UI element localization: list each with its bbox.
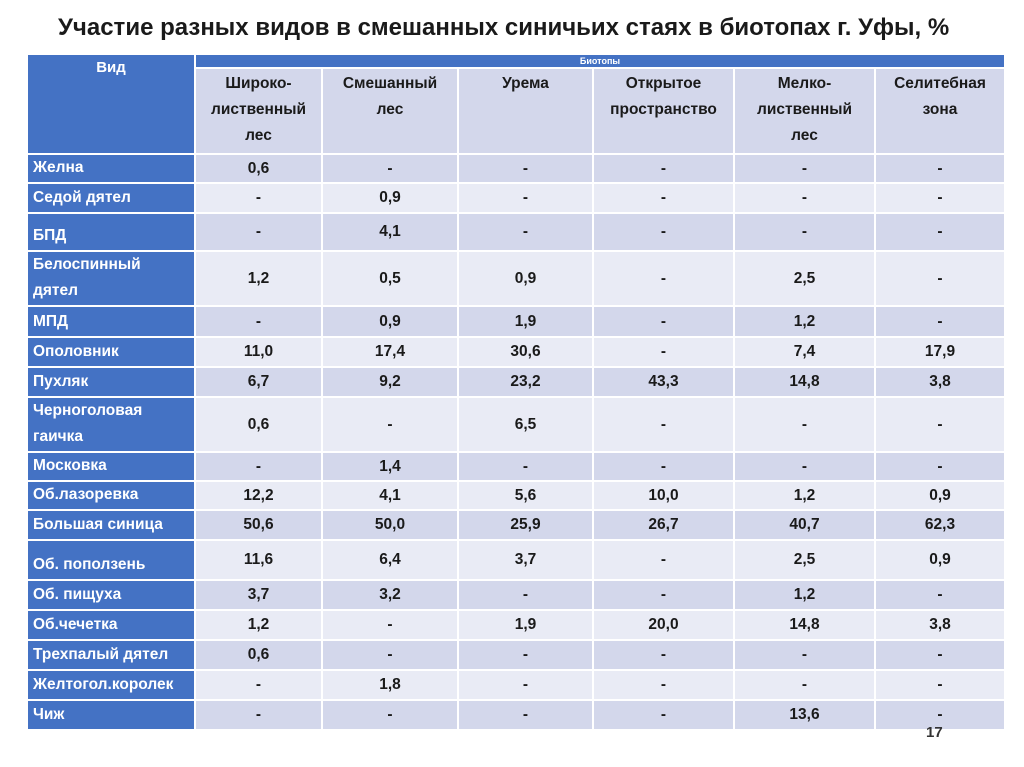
- value-cell: -: [594, 453, 735, 482]
- value-cell: 3,8: [876, 611, 1006, 641]
- table-row: [28, 214, 1006, 252]
- biotope-header-line: лес: [791, 127, 818, 144]
- value-cell: 1,2: [196, 252, 323, 307]
- value-cell: -: [323, 398, 459, 453]
- biotope-header-line: лес: [245, 127, 272, 144]
- species-name-cell: [28, 307, 196, 338]
- value-cell: -: [594, 398, 735, 453]
- value-cell: 25,9: [459, 511, 594, 541]
- value-cell: 2,5: [735, 541, 876, 581]
- species-name-line: Чиж: [33, 706, 65, 723]
- table-row: [28, 671, 1006, 701]
- species-name-cell: [28, 511, 196, 541]
- species-name-cell: [28, 368, 196, 398]
- value-cell: -: [876, 701, 1006, 731]
- value-cell: 3,7: [459, 541, 594, 581]
- table-row: [28, 611, 1006, 641]
- value-cell: 0,9: [876, 541, 1006, 581]
- value-cell: -: [594, 252, 735, 307]
- biotope-header-line: Широко-: [225, 75, 292, 92]
- value-cell: 10,0: [594, 482, 735, 511]
- value-cell: -: [459, 155, 594, 184]
- value-cell: 0,6: [196, 155, 323, 184]
- biotope-header-line: зона: [922, 101, 958, 118]
- value-cell: 30,6: [459, 338, 594, 368]
- species-name-line: Об. пищуха: [33, 586, 122, 603]
- table-row: [28, 338, 1006, 368]
- value-cell: -: [876, 214, 1006, 252]
- species-name-line: Об.лазоревка: [33, 486, 139, 503]
- species-name-cell: [28, 453, 196, 482]
- value-cell: -: [459, 671, 594, 701]
- value-cell: -: [196, 307, 323, 338]
- value-cell: 20,0: [594, 611, 735, 641]
- species-name-cell: [28, 398, 196, 453]
- value-cell: 9,2: [323, 368, 459, 398]
- table-row: [28, 701, 1006, 731]
- biotope-header-line: Открытое: [625, 75, 702, 92]
- table-row: [28, 581, 1006, 611]
- species-name-line: гаичка: [33, 428, 83, 445]
- value-cell: -: [876, 307, 1006, 338]
- table-row: [28, 307, 1006, 338]
- species-name-cell: [28, 641, 196, 671]
- table-row: [28, 511, 1006, 541]
- species-name-line: Седой дятел: [33, 189, 131, 206]
- value-cell: 50,0: [323, 511, 459, 541]
- biotope-table: [28, 55, 1006, 731]
- value-cell: 3,8: [876, 368, 1006, 398]
- biotope-column-header: [196, 69, 323, 155]
- slide-number: 17: [926, 724, 943, 741]
- value-cell: 0,9: [459, 252, 594, 307]
- value-cell: 14,8: [735, 368, 876, 398]
- biotope-column-header: [594, 69, 735, 155]
- value-cell: 11,0: [196, 338, 323, 368]
- value-cell: -: [735, 641, 876, 671]
- value-cell: -: [594, 214, 735, 252]
- value-cell: 23,2: [459, 368, 594, 398]
- value-cell: 1,9: [459, 611, 594, 641]
- value-cell: 6,5: [459, 398, 594, 453]
- species-name-line: Ополовник: [33, 343, 119, 360]
- species-name-line: МПД: [33, 313, 69, 330]
- species-name-cell: [28, 155, 196, 184]
- value-cell: -: [876, 641, 1006, 671]
- value-cell: -: [459, 453, 594, 482]
- table-row: [28, 541, 1006, 581]
- table-row: [28, 184, 1006, 214]
- value-cell: -: [594, 338, 735, 368]
- value-cell: -: [876, 453, 1006, 482]
- value-cell: 1,8: [323, 671, 459, 701]
- value-cell: 11,6: [196, 541, 323, 581]
- table-row: [28, 368, 1006, 398]
- value-cell: -: [323, 611, 459, 641]
- species-name-line: Большая синица: [33, 516, 163, 533]
- biotope-column-header: [323, 69, 459, 155]
- table-row: [28, 252, 1006, 307]
- value-cell: 0,9: [876, 482, 1006, 511]
- value-cell: 50,6: [196, 511, 323, 541]
- value-cell: 0,5: [323, 252, 459, 307]
- table-row: [28, 155, 1006, 184]
- species-name-cell: [28, 184, 196, 214]
- biotope-header-line: пространство: [610, 101, 717, 118]
- value-cell: -: [876, 671, 1006, 701]
- species-name-cell: [28, 541, 196, 581]
- table-row: [28, 641, 1006, 671]
- value-cell: -: [459, 214, 594, 252]
- value-cell: 6,7: [196, 368, 323, 398]
- value-cell: -: [876, 184, 1006, 214]
- species-name-cell: [28, 214, 196, 252]
- biotopes-group-header: Биотопы: [196, 55, 1006, 69]
- table-row: [28, 482, 1006, 511]
- value-cell: -: [196, 701, 323, 731]
- value-cell: -: [196, 214, 323, 252]
- value-cell: -: [459, 641, 594, 671]
- value-cell: 13,6: [735, 701, 876, 731]
- species-name-line: Черноголовая: [33, 402, 143, 419]
- table-row: [28, 398, 1006, 453]
- value-cell: -: [459, 701, 594, 731]
- value-cell: -: [735, 453, 876, 482]
- value-cell: -: [323, 155, 459, 184]
- value-cell: -: [459, 184, 594, 214]
- value-cell: -: [594, 155, 735, 184]
- value-cell: -: [735, 155, 876, 184]
- species-name-line: Желтогол.королек: [33, 676, 174, 693]
- biotope-column-header: [459, 69, 594, 155]
- value-cell: 43,3: [594, 368, 735, 398]
- value-cell: -: [196, 671, 323, 701]
- table-row: [28, 453, 1006, 482]
- value-cell: 40,7: [735, 511, 876, 541]
- value-cell: -: [323, 641, 459, 671]
- value-cell: -: [594, 671, 735, 701]
- species-column-header: Вид: [28, 55, 196, 155]
- value-cell: 1,2: [735, 307, 876, 338]
- species-name-line: Об. поползень: [33, 556, 146, 573]
- value-cell: 3,2: [323, 581, 459, 611]
- species-name-cell: [28, 338, 196, 368]
- value-cell: 14,8: [735, 611, 876, 641]
- value-cell: -: [876, 155, 1006, 184]
- value-cell: 0,6: [196, 641, 323, 671]
- value-cell: 6,4: [323, 541, 459, 581]
- value-cell: 4,1: [323, 214, 459, 252]
- value-cell: -: [196, 453, 323, 482]
- value-cell: -: [323, 701, 459, 731]
- species-name-line: Московка: [33, 457, 107, 474]
- value-cell: -: [876, 252, 1006, 307]
- biotope-header-line: лиственный: [210, 101, 307, 118]
- biotope-header-line: Смешанный: [342, 75, 438, 92]
- value-cell: -: [594, 641, 735, 671]
- page-title: Участие разных видов в смешанных синичьих стаях в биотопах г. Уфы, %: [58, 14, 950, 41]
- biotope-header-line: лиственный: [756, 101, 853, 118]
- value-cell: -: [594, 184, 735, 214]
- value-cell: 62,3: [876, 511, 1006, 541]
- value-cell: 26,7: [594, 511, 735, 541]
- value-cell: 1,9: [459, 307, 594, 338]
- value-cell: 0,6: [196, 398, 323, 453]
- value-cell: 1,2: [196, 611, 323, 641]
- value-cell: -: [459, 581, 594, 611]
- species-name-line: Об.чечетка: [33, 616, 118, 633]
- value-cell: -: [735, 671, 876, 701]
- value-cell: 1,2: [735, 482, 876, 511]
- value-cell: 17,4: [323, 338, 459, 368]
- biotope-header-line: Мелко-: [777, 75, 832, 92]
- value-cell: -: [594, 541, 735, 581]
- value-cell: -: [594, 701, 735, 731]
- value-cell: 3,7: [196, 581, 323, 611]
- value-cell: -: [876, 581, 1006, 611]
- species-name-line: дятел: [33, 282, 78, 299]
- value-cell: 12,2: [196, 482, 323, 511]
- species-name-cell: [28, 611, 196, 641]
- value-cell: 4,1: [323, 482, 459, 511]
- value-cell: -: [735, 214, 876, 252]
- value-cell: 0,9: [323, 184, 459, 214]
- value-cell: 5,6: [459, 482, 594, 511]
- value-cell: 1,4: [323, 453, 459, 482]
- species-name-cell: [28, 701, 196, 731]
- species-name-line: БПД: [33, 227, 67, 244]
- species-name-line: Желна: [33, 159, 84, 176]
- species-name-cell: [28, 671, 196, 701]
- value-cell: 17,9: [876, 338, 1006, 368]
- species-name-cell: [28, 252, 196, 307]
- biotope-header-line: Урема: [502, 75, 549, 92]
- value-cell: -: [594, 581, 735, 611]
- value-cell: 0,9: [323, 307, 459, 338]
- value-cell: 2,5: [735, 252, 876, 307]
- species-name-cell: [28, 482, 196, 511]
- value-cell: 7,4: [735, 338, 876, 368]
- species-name-line: Белоспинный: [33, 256, 141, 273]
- biotope-header-line: Селитебная: [894, 75, 986, 92]
- biotope-column-header: [876, 69, 1006, 155]
- value-cell: -: [735, 184, 876, 214]
- value-cell: -: [735, 398, 876, 453]
- species-name-line: Трехпалый дятел: [33, 646, 169, 663]
- value-cell: -: [594, 307, 735, 338]
- biotope-column-header: [735, 69, 876, 155]
- species-name-line: Пухляк: [33, 373, 89, 390]
- species-name-cell: [28, 581, 196, 611]
- value-cell: -: [196, 184, 323, 214]
- biotope-header-line: лес: [376, 101, 404, 118]
- value-cell: 1,2: [735, 581, 876, 611]
- value-cell: -: [876, 398, 1006, 453]
